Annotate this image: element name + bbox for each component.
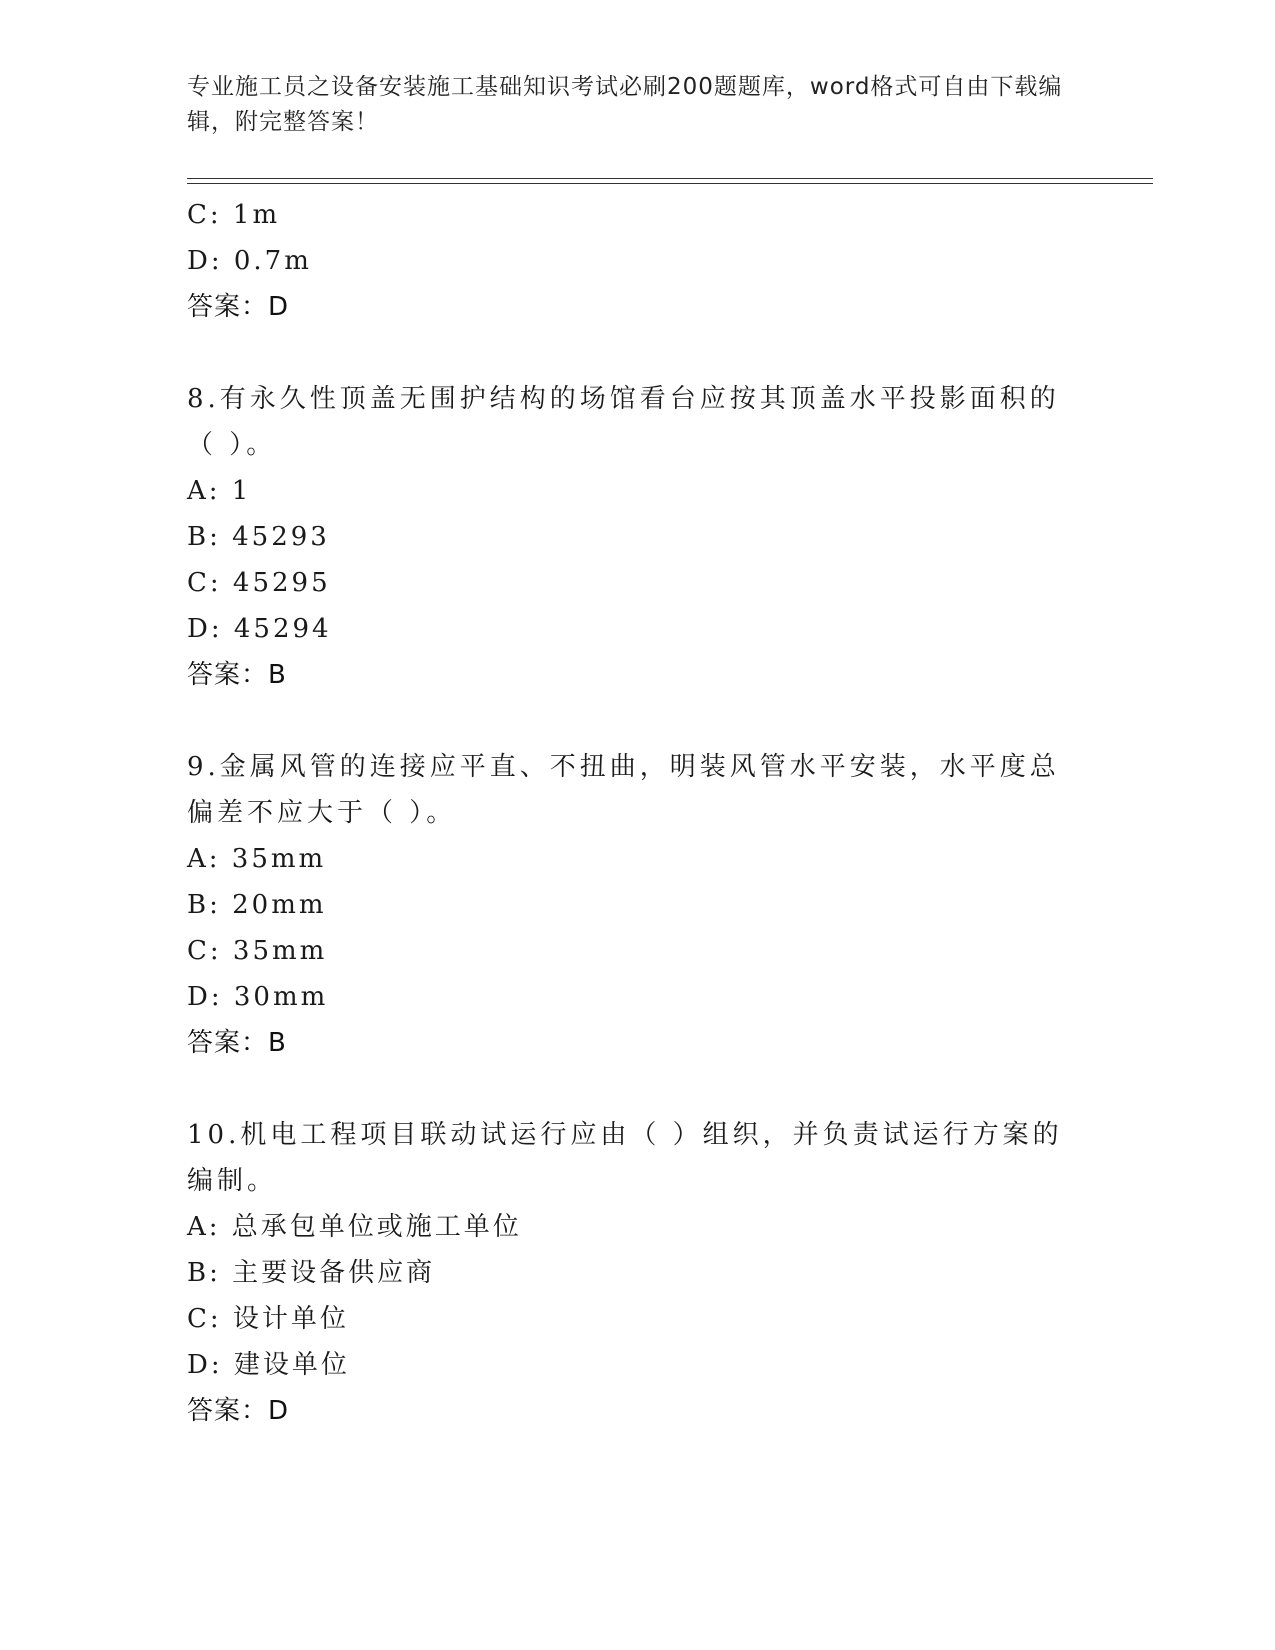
spacer: [187, 698, 1067, 744]
option-b: B: 主要设备供应商: [187, 1258, 436, 1288]
answer-line: 答案：D: [187, 292, 290, 322]
option-d: D: 30mm: [187, 982, 329, 1012]
spacer: [187, 1066, 1067, 1112]
document-header: 专业施工员之设备安装施工基础知识考试必刷200题题库，word格式可自由下载编辑，附完整答案！: [187, 74, 1063, 135]
header-divider-top: [187, 178, 1153, 179]
answer-line: 答案：B: [187, 1028, 287, 1058]
document-content: [187, 192, 1067, 1434]
question-9: [187, 744, 1067, 1066]
option-a: A: 1: [187, 476, 252, 506]
option-c: C: 35mm: [187, 936, 328, 966]
question-10: [187, 1112, 1067, 1434]
question-8: [187, 376, 1067, 698]
question-stem: 10.机电工程项目联动试运行应由（ ）组织，并负责试运行方案的编制。: [187, 1120, 1063, 1196]
option-a: A: 35mm: [187, 844, 327, 874]
option-c: C: 1m: [187, 200, 281, 230]
option-d: D: 建设单位: [187, 1350, 350, 1380]
answer-line: 答案：D: [187, 1396, 290, 1426]
question-stem: 8.有永久性顶盖无围护结构的场馆看台应按其顶盖水平投影面积的（ ）。: [187, 384, 1060, 460]
option-c: C: 设计单位: [187, 1304, 349, 1334]
option-d: D: 0.7m: [187, 246, 312, 276]
option-c: C: 45295: [187, 568, 331, 598]
answer-line: 答案：B: [187, 660, 287, 690]
option-b: B: 20mm: [187, 890, 327, 920]
question-7-fragment: [187, 192, 1067, 330]
option-d: D: 45294: [187, 614, 332, 644]
option-b: B: 45293: [187, 522, 330, 552]
question-stem: 9.金属风管的连接应平直、不扭曲，明装风管水平安装，水平度总偏差不应大于（ ）。: [187, 752, 1060, 828]
header-divider-bottom: [187, 183, 1153, 184]
option-a: A: 总承包单位或施工单位: [187, 1212, 522, 1242]
spacer: [187, 330, 1067, 376]
